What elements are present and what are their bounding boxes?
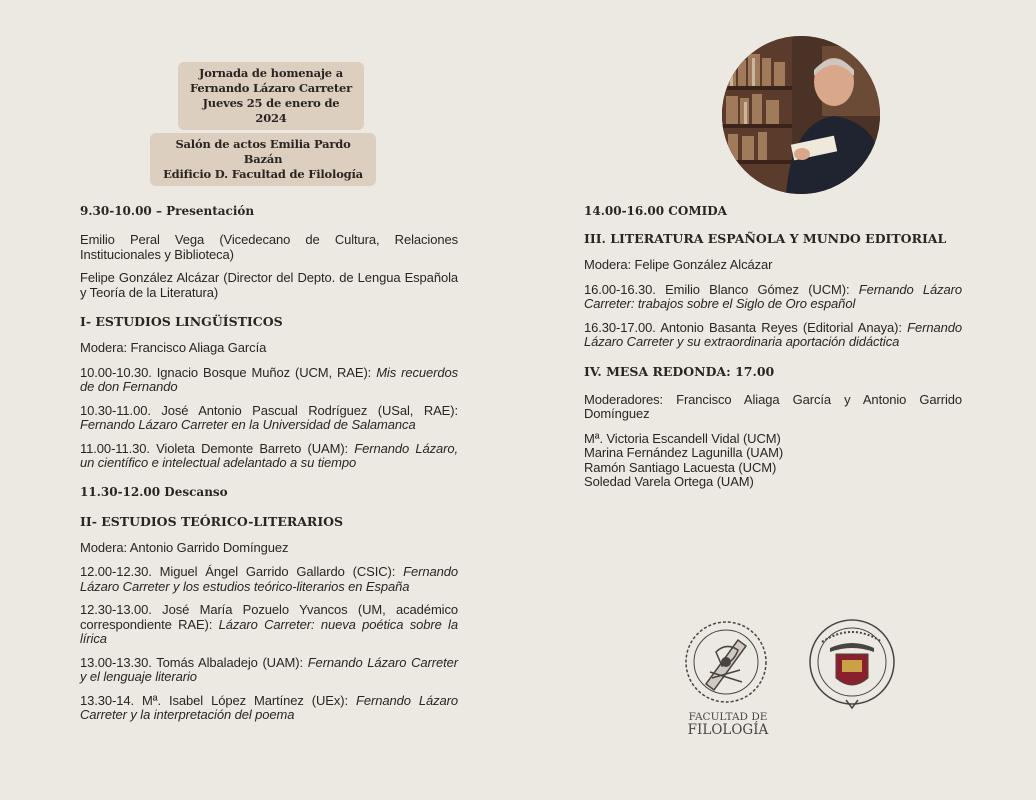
left-column bbox=[80, 204, 458, 732]
talk-info: 13.00-13.30. Tomás Albaladejo (UAM): bbox=[80, 654, 308, 670]
logo-text-line1: FACULTAD DE bbox=[688, 711, 768, 723]
talk-title: Lázaro Carreter: nueva poética sobre la lírica bbox=[80, 616, 458, 646]
talk-title: Mis recuerdos de don Fernando bbox=[80, 364, 459, 394]
venue-line2: Edificio D. Facultad de Filología bbox=[163, 167, 363, 181]
logo-text-line2: FILOLOGÍA bbox=[687, 722, 769, 738]
talk-info: 12.00-12.30. Miguel Ángel Garrido Gallardo (CSIC): bbox=[80, 564, 404, 579]
talk-item bbox=[584, 283, 962, 312]
panelist: Marina Fernández Lagunilla (UAM) bbox=[584, 445, 784, 460]
section-2-title: II- ESTUDIOS TEÓRICO-LITERARIOS bbox=[80, 513, 344, 529]
break-heading: 11.30-12.00 Descanso bbox=[80, 484, 228, 499]
section-1-moderator: Modera: Francisco Aliaga García bbox=[80, 340, 267, 355]
faculty-emblem-icon bbox=[686, 622, 766, 702]
talk-item bbox=[80, 442, 458, 471]
venue-line1: Salón de actos Emilia Pardo Bazán bbox=[175, 137, 351, 166]
event-title-line2: Fernando Lázaro Carreter bbox=[190, 81, 352, 95]
presentation-speaker-1: Emilio Peral Vega (Vicedecano de Cultura, Relaciones Institucionales y Biblioteca) bbox=[80, 232, 458, 262]
panelist: Mª. Victoria Escandell Vidal (UCM) bbox=[584, 430, 781, 446]
section-1-title: I- ESTUDIOS LINGÜÍSTICOS bbox=[80, 314, 283, 329]
university-seal-icon bbox=[810, 620, 894, 708]
section-4-moderators: Moderadores: Francisco Aliaga García y Antonio Garrido Domínguez bbox=[584, 391, 962, 421]
lunch-heading: 14.00-16.00 COMIDA bbox=[584, 204, 727, 218]
talk-info: 16.30-17.00. Antonio Basanta Reyes (Editorial Anaya): bbox=[584, 319, 908, 335]
talk-title: Fernando Lázaro Carreter en la Universidad de Salamanca bbox=[80, 417, 416, 432]
right-column bbox=[584, 204, 962, 490]
talk-item bbox=[80, 366, 458, 395]
talk-item bbox=[80, 565, 458, 594]
talk-item bbox=[80, 656, 458, 685]
event-date: Jueves 25 de enero de 2024 bbox=[202, 96, 340, 125]
event-title-box bbox=[178, 62, 364, 130]
section-2-moderator: Modera: Antonio Garrido Domínguez bbox=[80, 539, 289, 555]
talk-title: Fernando Lázaro Carreter y su extraordinaria aportación didáctica bbox=[584, 319, 962, 349]
panelist: Ramón Santiago Lacuesta (UCM) bbox=[584, 459, 777, 475]
section-3-moderator: Modera: Felipe González Alcázar bbox=[584, 257, 773, 272]
panelist-list bbox=[584, 432, 962, 490]
talk-item bbox=[80, 694, 458, 723]
talk-title: Fernando Lázaro, un científico e intelectual adelantado a su tiempo bbox=[80, 440, 458, 470]
talk-title: Fernando Lázaro Carreter y el lenguaje literario bbox=[80, 654, 458, 684]
venue-box bbox=[150, 133, 376, 186]
presentation-heading: 9.30-10.00 – Presentación bbox=[80, 204, 255, 218]
talk-info: 16.00-16.30. Emilio Blanco Gómez (UCM): bbox=[584, 281, 859, 297]
talk-title: Fernando Lázaro Carreter y la interpretación del poema bbox=[80, 692, 458, 722]
talk-info: 12.30-13.00. José María Pozuelo Yvancos (UM, académico correspondiente RAE): bbox=[80, 602, 458, 632]
talk-item bbox=[584, 321, 962, 350]
talk-title: Fernando Lázaro Carreter y los estudios teórico-literarios en España bbox=[80, 564, 458, 594]
talk-info: 10.00-10.30. Ignacio Bosque Muñoz (UCM, RAE): bbox=[80, 364, 377, 380]
presentation-speaker-2: Felipe González Alcázar (Director del Depto. de Lengua Española y Teoría de la Literatura) bbox=[80, 270, 458, 300]
talk-info: 13.30-14. Mª. Isabel López Martínez (UEx): bbox=[80, 692, 356, 708]
talk-item bbox=[80, 404, 458, 433]
talk-info: 10.30-11.00. José Antonio Pascual Rodríguez (USal, RAE): bbox=[80, 402, 458, 418]
portrait-photo bbox=[722, 36, 880, 194]
panelist: Soledad Varela Ortega (UAM) bbox=[584, 474, 754, 489]
talk-item bbox=[80, 603, 458, 647]
talk-title: Fernando Lázaro Carreter: trabajos sobre el Siglo de Oro español bbox=[584, 281, 962, 311]
section-4-title: IV. MESA REDONDA: 17.00 bbox=[584, 363, 775, 379]
event-title-line1: Jornada de homenaje a bbox=[199, 66, 343, 80]
logos-area bbox=[676, 612, 916, 742]
talk-info: 11.00-11.30. Violeta Demonte Barreto (UAM): bbox=[80, 440, 355, 456]
section-3-title: III. LITERATURA ESPAÑOLA Y MUNDO EDITORIAL bbox=[584, 231, 947, 246]
